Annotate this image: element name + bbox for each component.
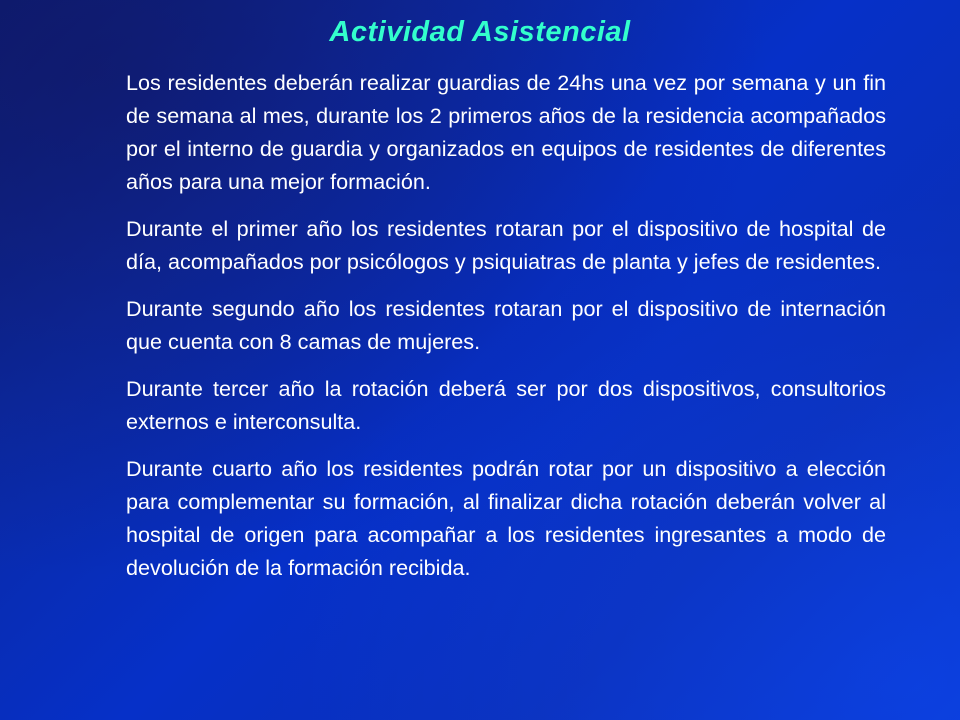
paragraph-cuarto-ano: Durante cuarto año los residentes podrán rotar por un dispositivo a elección para complementar su formación, al finalizar dicha rotación deberán volver al hospital de origen para acompañar a los residentes ingresantes a modo de devolución de la formación recibida. — [126, 456, 886, 580]
paragraph-primer-ano: Durante el primer año los residentes rotaran por el dispositivo de hospital de día, acompañados por psicólogos y psiquiatras de planta y jefes de residentes. — [126, 216, 886, 274]
paragraph-tercer-ano: Durante tercer año la rotación deberá ser por dos dispositivos, consultorios externos e interconsulta. — [126, 376, 886, 434]
paragraph-segundo-ano: Durante segundo año los residentes rotaran por el dispositivo de internación que cuenta con 8 camas de mujeres. — [126, 296, 886, 354]
slide-body — [126, 66, 886, 598]
paragraph-guardias: Los residentes deberán realizar guardias de 24hs una vez por semana y un fin de semana al mes, durante los 2 primeros años de la residencia acompañados por el interno de guardia y organizados en equipos de residentes de diferentes años para una mejor formación. — [126, 70, 886, 194]
slide-title: Actividad Asistencial — [329, 16, 631, 48]
